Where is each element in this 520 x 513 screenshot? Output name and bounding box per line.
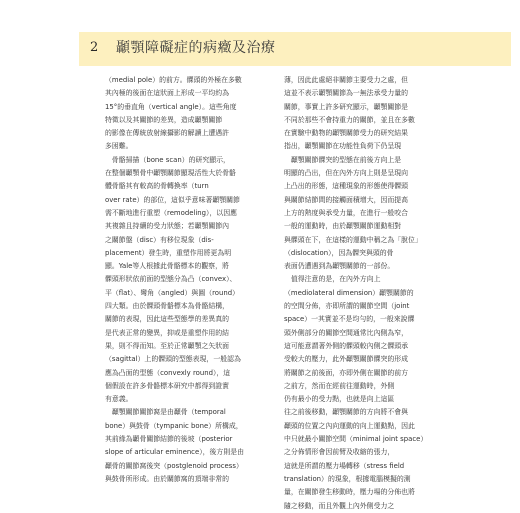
text-line: 受較大的壓力，此外顳顎關節髁突的形成 [284, 355, 409, 364]
text-line: bone）與鼓骨（tympanic bone）所構成， [105, 421, 243, 430]
text-line: 這就是所謂的壓力場轉移（stress field [284, 461, 405, 470]
text-line: 量，在關節發生移動時，壓力場的分佈也將 [284, 488, 415, 497]
text-line: 在實驗中動物的顳顎關節受力的研究結果 [284, 129, 409, 138]
text-line: （mediolateral dimension）顳顎關節的 [284, 288, 414, 297]
text-line: placement）發生時，重塑作用將更為明 [105, 248, 232, 257]
text-line: 骨骼掃描（bone scan）的研究顯示， [105, 155, 230, 164]
text-line: （dislocation），因為髁突與頭的骨 [284, 248, 394, 257]
text-line: 不同於那些不會持重力的關節，並且在多數 [284, 115, 415, 124]
text-line: 與髁頭在下，在這樣的運動中稱之為「脫位」 [284, 235, 422, 244]
text-line: 隨之移動，而且外觀上內外側受力之 [284, 501, 395, 510]
text-line: 這可能意謂著外側的髁頭較內側之髁頭承 [284, 341, 409, 350]
text-line: 顳顎關節髁突的型態在前後方向上是 [284, 155, 402, 164]
text-line: 的影像在傳統放射線攝影的解讀上遭遇許 [105, 129, 230, 138]
text-line: over rate）的部位，這似乎意味著顳顎關節 [105, 195, 240, 204]
text-line: （medial pole）的前方。髁頭的外極在多數 [105, 76, 242, 84]
text-line: 有意義。 [105, 395, 133, 404]
text-line: 顳顎關節關節窩是由顳骨（temporal [105, 408, 226, 417]
text-line: 顳骨的關節窩後突（postglenoid process） [105, 461, 243, 470]
text-line: 髁頭形狀依前面的型態分為凸（convex）、 [105, 275, 237, 284]
text-line: 將關節之前後面，亦即外側在關節的前方 [284, 368, 409, 377]
text-line: 之前方，然而在經前往運動時，外側 [284, 381, 395, 390]
text-line: 應為凸面的型態（convexly round），這 [105, 368, 231, 377]
text-line: 關節的表現，因此這些型態學的差異真的 [105, 315, 230, 324]
text-line: 平（flat）、彎角（angled）與圓（round） [105, 288, 239, 297]
text-line: 多困難。 [105, 142, 133, 151]
right-text-column [284, 74, 464, 513]
left-text-column [105, 74, 285, 486]
text-line: slope of articular eminence），後方則是由 [105, 448, 244, 457]
text-line: 顯。Yale等人根據此骨骼標本的觀察，將 [105, 262, 229, 271]
text-line: 其內極的後面在這狀面上形成一平均約為 [105, 89, 230, 98]
text-line: 上凸出的形態，這種現象的形態使得髁頭 [284, 182, 409, 191]
book-title: 顳顎障礙症的病癥及治療 [116, 40, 276, 56]
text-line: 之分佈情形會因前臂及收縮的張力， [284, 448, 395, 457]
text-line: space）一其實並不是均勻的，一般來說髁 [284, 315, 415, 324]
text-line: 這並不表示顳顎關節為一無法承受力量的 [284, 89, 409, 98]
text-line: 往之前後移動，顳顎關節的方向將不會與 [284, 408, 409, 417]
text-line: （sagittal）上的髁頭的型態表現，一般認為 [105, 355, 241, 364]
text-line: 顳頭的位置之內向運動的向上運動點，因此 [284, 421, 415, 430]
text-line: 中只就最小關節空間（minimal joint space） [284, 435, 428, 444]
text-line: 明顯的凸出，但在內外方向上則是呈現向 [284, 169, 409, 178]
text-line: 表面仍遭遇到為顳顎關節的一部份。 [284, 262, 395, 271]
text-line: 關節，事實上許多研究顯示，顳顎關節是 [284, 102, 409, 111]
text-line: 其前緣為顳骨關節結節的後坡（posterior [105, 435, 233, 444]
text-line: 其複雜且持續的受力狀態；若顳顎關節內 [105, 222, 230, 231]
text-line: 是代表正常的變異，抑或是重塑作用的結 [105, 328, 230, 337]
text-line: 仍有最小的受力點，也就是向上這區 [284, 395, 395, 404]
text-line: 值得注意的是，在內外方向上 [284, 275, 381, 284]
text-line: 一般的運動時，由於顳顎關節運動相對 [284, 222, 402, 231]
text-line: 與關節結節間的接觸面積增大，因而提高 [284, 195, 409, 204]
text-line: 果，則不得而知。至於正常顳顎之矢狀面 [105, 341, 230, 350]
page-number: 2 [90, 40, 99, 55]
text-line: 與鼓骨所形成。由於關節窩的頂端非常的 [105, 474, 230, 483]
text-line: 需不斷地進行重塑（remodeling），以因應 [105, 208, 238, 217]
text-line: 15°的垂直角（vertical angle）。這些角度 [105, 102, 237, 111]
text-line: 指出，顳顎關節在功能性負荷下仍呈現 [284, 142, 402, 151]
text-line: 個假設在許多骨骼標本研究中都得到證實 [105, 381, 230, 390]
text-line: 頭外側部分的關節空間通常比內側為窄， [284, 328, 409, 337]
text-line: 薄，因此此處絕非關節主要受力之處，但 [284, 76, 409, 84]
text-line: 之關節盤（disc）有移位現象（dis- [105, 235, 214, 244]
text-line: translation）的現象，根據電腦模擬的測 [284, 474, 411, 483]
text-line: 特徵以及其關節的差異，造成顳顎關節 [105, 115, 223, 124]
text-line: 四大類。由於髁頭骨骼標本為骨骼結構， [105, 302, 230, 311]
text-line: 的空間分佈，亦即所謂的關節空間（joint [284, 302, 410, 311]
text-line: 體骨骼其有較高的骨轉換率（turn [105, 182, 209, 191]
text-line: 上方的熱度與承受力量，在進行一般咬合 [284, 208, 409, 217]
text-line: 在整個顳顎骨中顳顎關節顯現活性大於骨骼 [105, 169, 236, 178]
